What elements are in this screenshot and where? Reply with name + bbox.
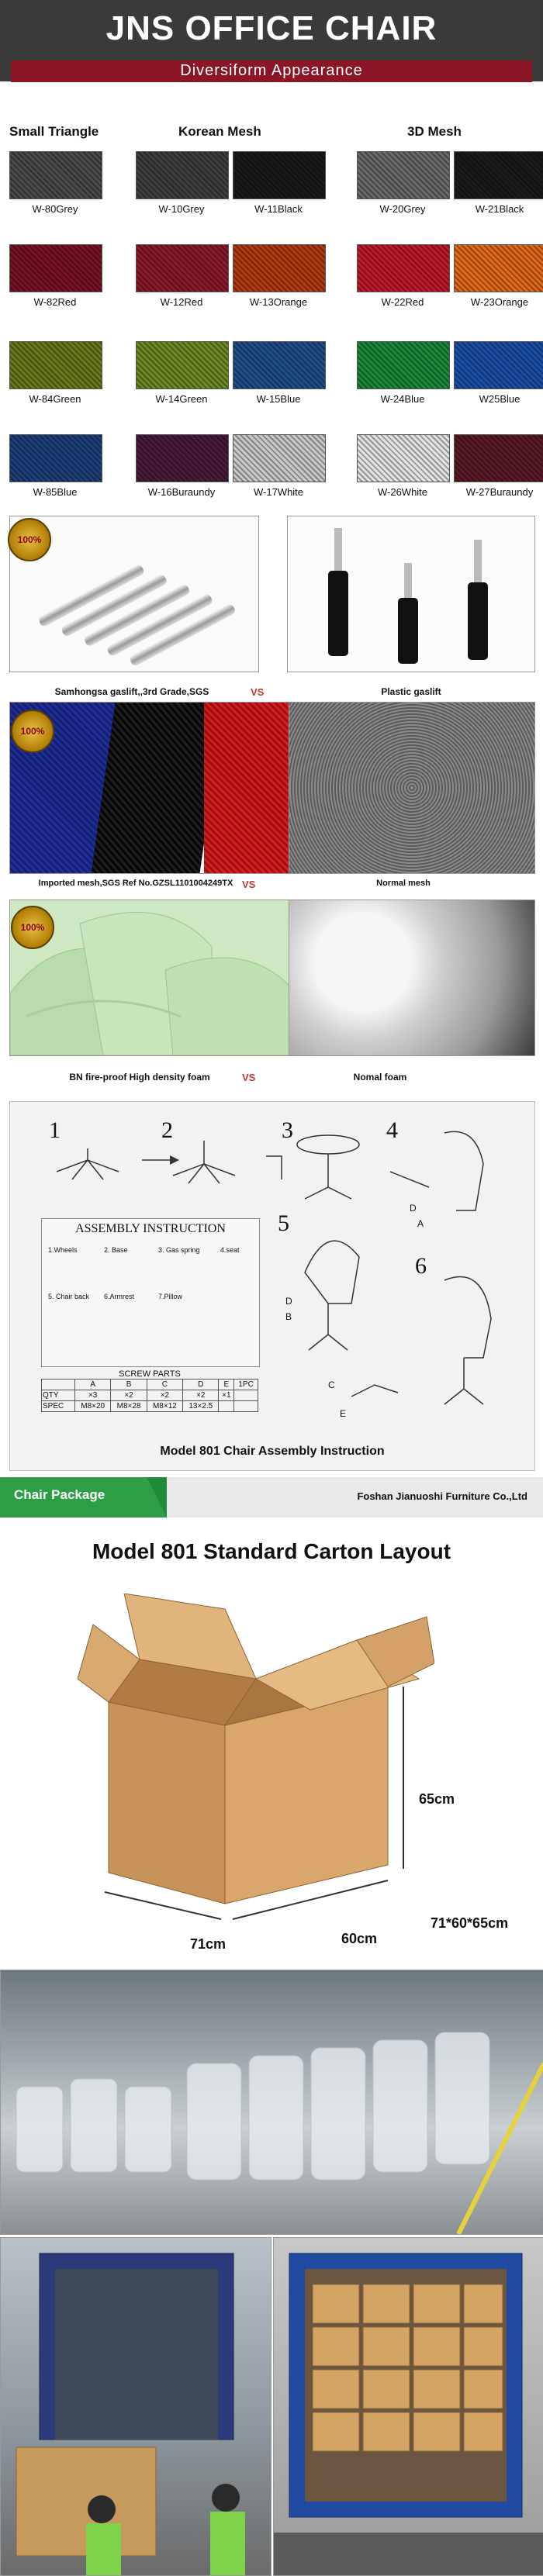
part-label: 4.seat	[220, 1246, 240, 1254]
carton-width: 60cm	[341, 1931, 378, 1946]
swatch-label: W25Blue	[479, 393, 521, 405]
swatch-label: W-85Blue	[33, 486, 78, 498]
part-label: 1.Wheels	[48, 1246, 78, 1254]
screw-col: B	[111, 1380, 147, 1390]
mesh-swatch	[357, 151, 450, 199]
mesh-swatch	[454, 244, 543, 292]
mesh-swatch	[233, 151, 326, 199]
swatch-label: W-21Black	[475, 203, 524, 215]
mesh-swatch	[233, 244, 326, 292]
foam-vs-label: VS	[242, 1072, 256, 1083]
mesh-swatch	[454, 151, 543, 199]
mesh-swatch	[454, 341, 543, 389]
container-loading-photo-left	[0, 2237, 272, 2576]
container-left-illustration	[1, 2238, 271, 2575]
mesh-swatch	[233, 341, 326, 389]
spec-cell: M8×20	[75, 1401, 111, 1412]
step-number: 2	[161, 1117, 173, 1143]
gaslift-vs-label: VS	[251, 686, 265, 698]
assembly-instruction-panel	[9, 1101, 535, 1471]
part-label: 2. Base	[104, 1246, 128, 1254]
carton-length: 71cm	[190, 1936, 227, 1952]
mesh-swatch	[9, 434, 102, 482]
qty-cell: ×1	[219, 1390, 234, 1401]
screw-col: D	[183, 1380, 219, 1390]
foam-right-caption: Nomal foam	[353, 1072, 407, 1083]
diagram-letter: D	[410, 1203, 417, 1214]
mesh-swatch	[357, 434, 450, 482]
screw-table	[41, 1379, 258, 1412]
mesh-right-caption: Normal mesh	[376, 879, 431, 888]
swatch-label: W-23Orange	[470, 296, 529, 308]
step-number: 6	[415, 1253, 427, 1279]
assembly-heading: ASSEMBLY INSTRUCTION	[75, 1222, 226, 1235]
mesh-swatch	[357, 244, 450, 292]
swatch-label: W-16Buraundy	[147, 486, 216, 498]
container-right-illustration	[274, 2238, 543, 2575]
mesh-swatch	[357, 341, 450, 389]
part-label: 3. Gas spring	[158, 1246, 200, 1254]
qty-cell: ×2	[111, 1390, 147, 1401]
quality-seal-icon: 100%	[11, 906, 54, 949]
swatch-label: W-80Grey	[32, 203, 78, 215]
diagram-letter: E	[340, 1408, 347, 1419]
carton-title: Model 801 Standard Carton Layout	[92, 1539, 451, 1563]
normal-mesh-photo	[289, 702, 535, 874]
diagram-letter: A	[417, 1218, 424, 1229]
quality-seal-icon: 100%	[8, 518, 51, 561]
package-label: Chair Package	[14, 1487, 105, 1502]
swatch-label: W-24Blue	[380, 393, 425, 405]
assembly-caption: Model 801 Chair Assembly Instruction	[160, 1445, 385, 1458]
container-loading-photo-right	[273, 2237, 543, 2576]
part-label: 6.Armrest	[104, 1293, 135, 1300]
carton-dimensions: 71*60*65cm	[431, 1915, 509, 1931]
spec-cell: M8×28	[111, 1401, 147, 1412]
warehouse-packing-photo	[0, 1970, 543, 2235]
gaslift-right-caption: Plastic gaslift	[381, 686, 441, 697]
page-subtitle: Diversiform Appearance	[180, 62, 363, 79]
assembly-parts-box	[41, 1218, 260, 1367]
qty-cell: ×2	[147, 1390, 182, 1401]
swatch-label: W-10Grey	[158, 203, 205, 215]
swatch-label: W-20Grey	[379, 203, 426, 215]
company-name: Foshan Jianuoshi Furniture Co.,Ltd	[357, 1490, 527, 1502]
screw-col: A	[75, 1380, 111, 1390]
category-small-triangle: Small Triangle	[9, 124, 99, 139]
step-number: 4	[386, 1117, 398, 1143]
mesh-swatch	[136, 434, 229, 482]
qty-cell: ×2	[183, 1390, 219, 1401]
step-number: 1	[49, 1117, 61, 1143]
swatch-label: W-22Red	[381, 296, 424, 308]
spec-cell	[219, 1401, 234, 1412]
part-label: 7.Pillow	[158, 1293, 183, 1300]
swatch-label: W-13Orange	[249, 296, 308, 308]
page-title: JNS OFFICE CHAIR	[105, 9, 438, 47]
step-number: 3	[282, 1117, 293, 1143]
quality-seal-icon: 100%	[11, 710, 54, 753]
diagram-letter: C	[328, 1380, 335, 1390]
black-gaslifts-illustration	[288, 516, 534, 672]
screw-parts-table	[41, 1369, 258, 1412]
swatch-label: W-12Red	[160, 296, 203, 308]
spec-cell: M8×12	[147, 1401, 182, 1412]
screw-heading: SCREW PARTS	[119, 1369, 181, 1379]
mesh-swatch	[136, 244, 229, 292]
category-3d-mesh: 3D Mesh	[407, 124, 462, 139]
screw-col: C	[147, 1380, 182, 1390]
carton-height: 65cm	[419, 1791, 455, 1807]
plastic-gaslift-photo	[287, 516, 535, 672]
qty-label: QTY	[42, 1390, 75, 1401]
mesh-swatch	[233, 434, 326, 482]
spec-label: SPEC	[42, 1401, 75, 1412]
swatch-label: W-11Black	[254, 203, 303, 215]
category-korean-mesh: Korean Mesh	[178, 124, 261, 139]
mesh-left-caption: Imported mesh,SGS Ref No.GZSL1101004249TX	[38, 879, 233, 888]
mesh-swatch	[9, 244, 102, 292]
mesh-swatch	[136, 151, 229, 199]
qty-cell: ×3	[75, 1390, 111, 1401]
swatch-label: W-82Red	[33, 296, 77, 308]
mesh-vs-label: VS	[242, 879, 256, 890]
swatch-label: W-26White	[377, 486, 428, 498]
normal-foam-photo	[289, 900, 535, 1056]
swatch-label: W-15Blue	[256, 393, 301, 405]
diagram-letter: D	[285, 1296, 292, 1307]
wrapped-chairs-illustration	[1, 1970, 543, 2234]
carton-box-illustration	[78, 1594, 434, 1935]
mesh-swatch	[9, 151, 102, 199]
spec-cell: 13×2.5	[183, 1401, 219, 1412]
swatch-label: W-84Green	[29, 393, 81, 405]
mesh-swatch	[9, 341, 102, 389]
screw-col: E	[219, 1380, 234, 1390]
mesh-swatch	[136, 341, 229, 389]
gaslift-left-caption: Samhongsa gaslift,,3rd Grade,SGS	[54, 686, 209, 697]
screw-pc-label: 1PC	[234, 1380, 258, 1390]
step-number: 5	[278, 1210, 289, 1236]
part-label: 5. Chair back	[48, 1293, 90, 1300]
swatch-label: W-27Buraundy	[465, 486, 534, 498]
swatch-label: W-14Green	[155, 393, 208, 405]
diagram-letter: B	[285, 1311, 292, 1322]
foam-left-caption: BN fire-proof High density foam	[69, 1072, 210, 1083]
swatch-label: W-17White	[253, 486, 304, 498]
mesh-swatch	[454, 434, 543, 482]
